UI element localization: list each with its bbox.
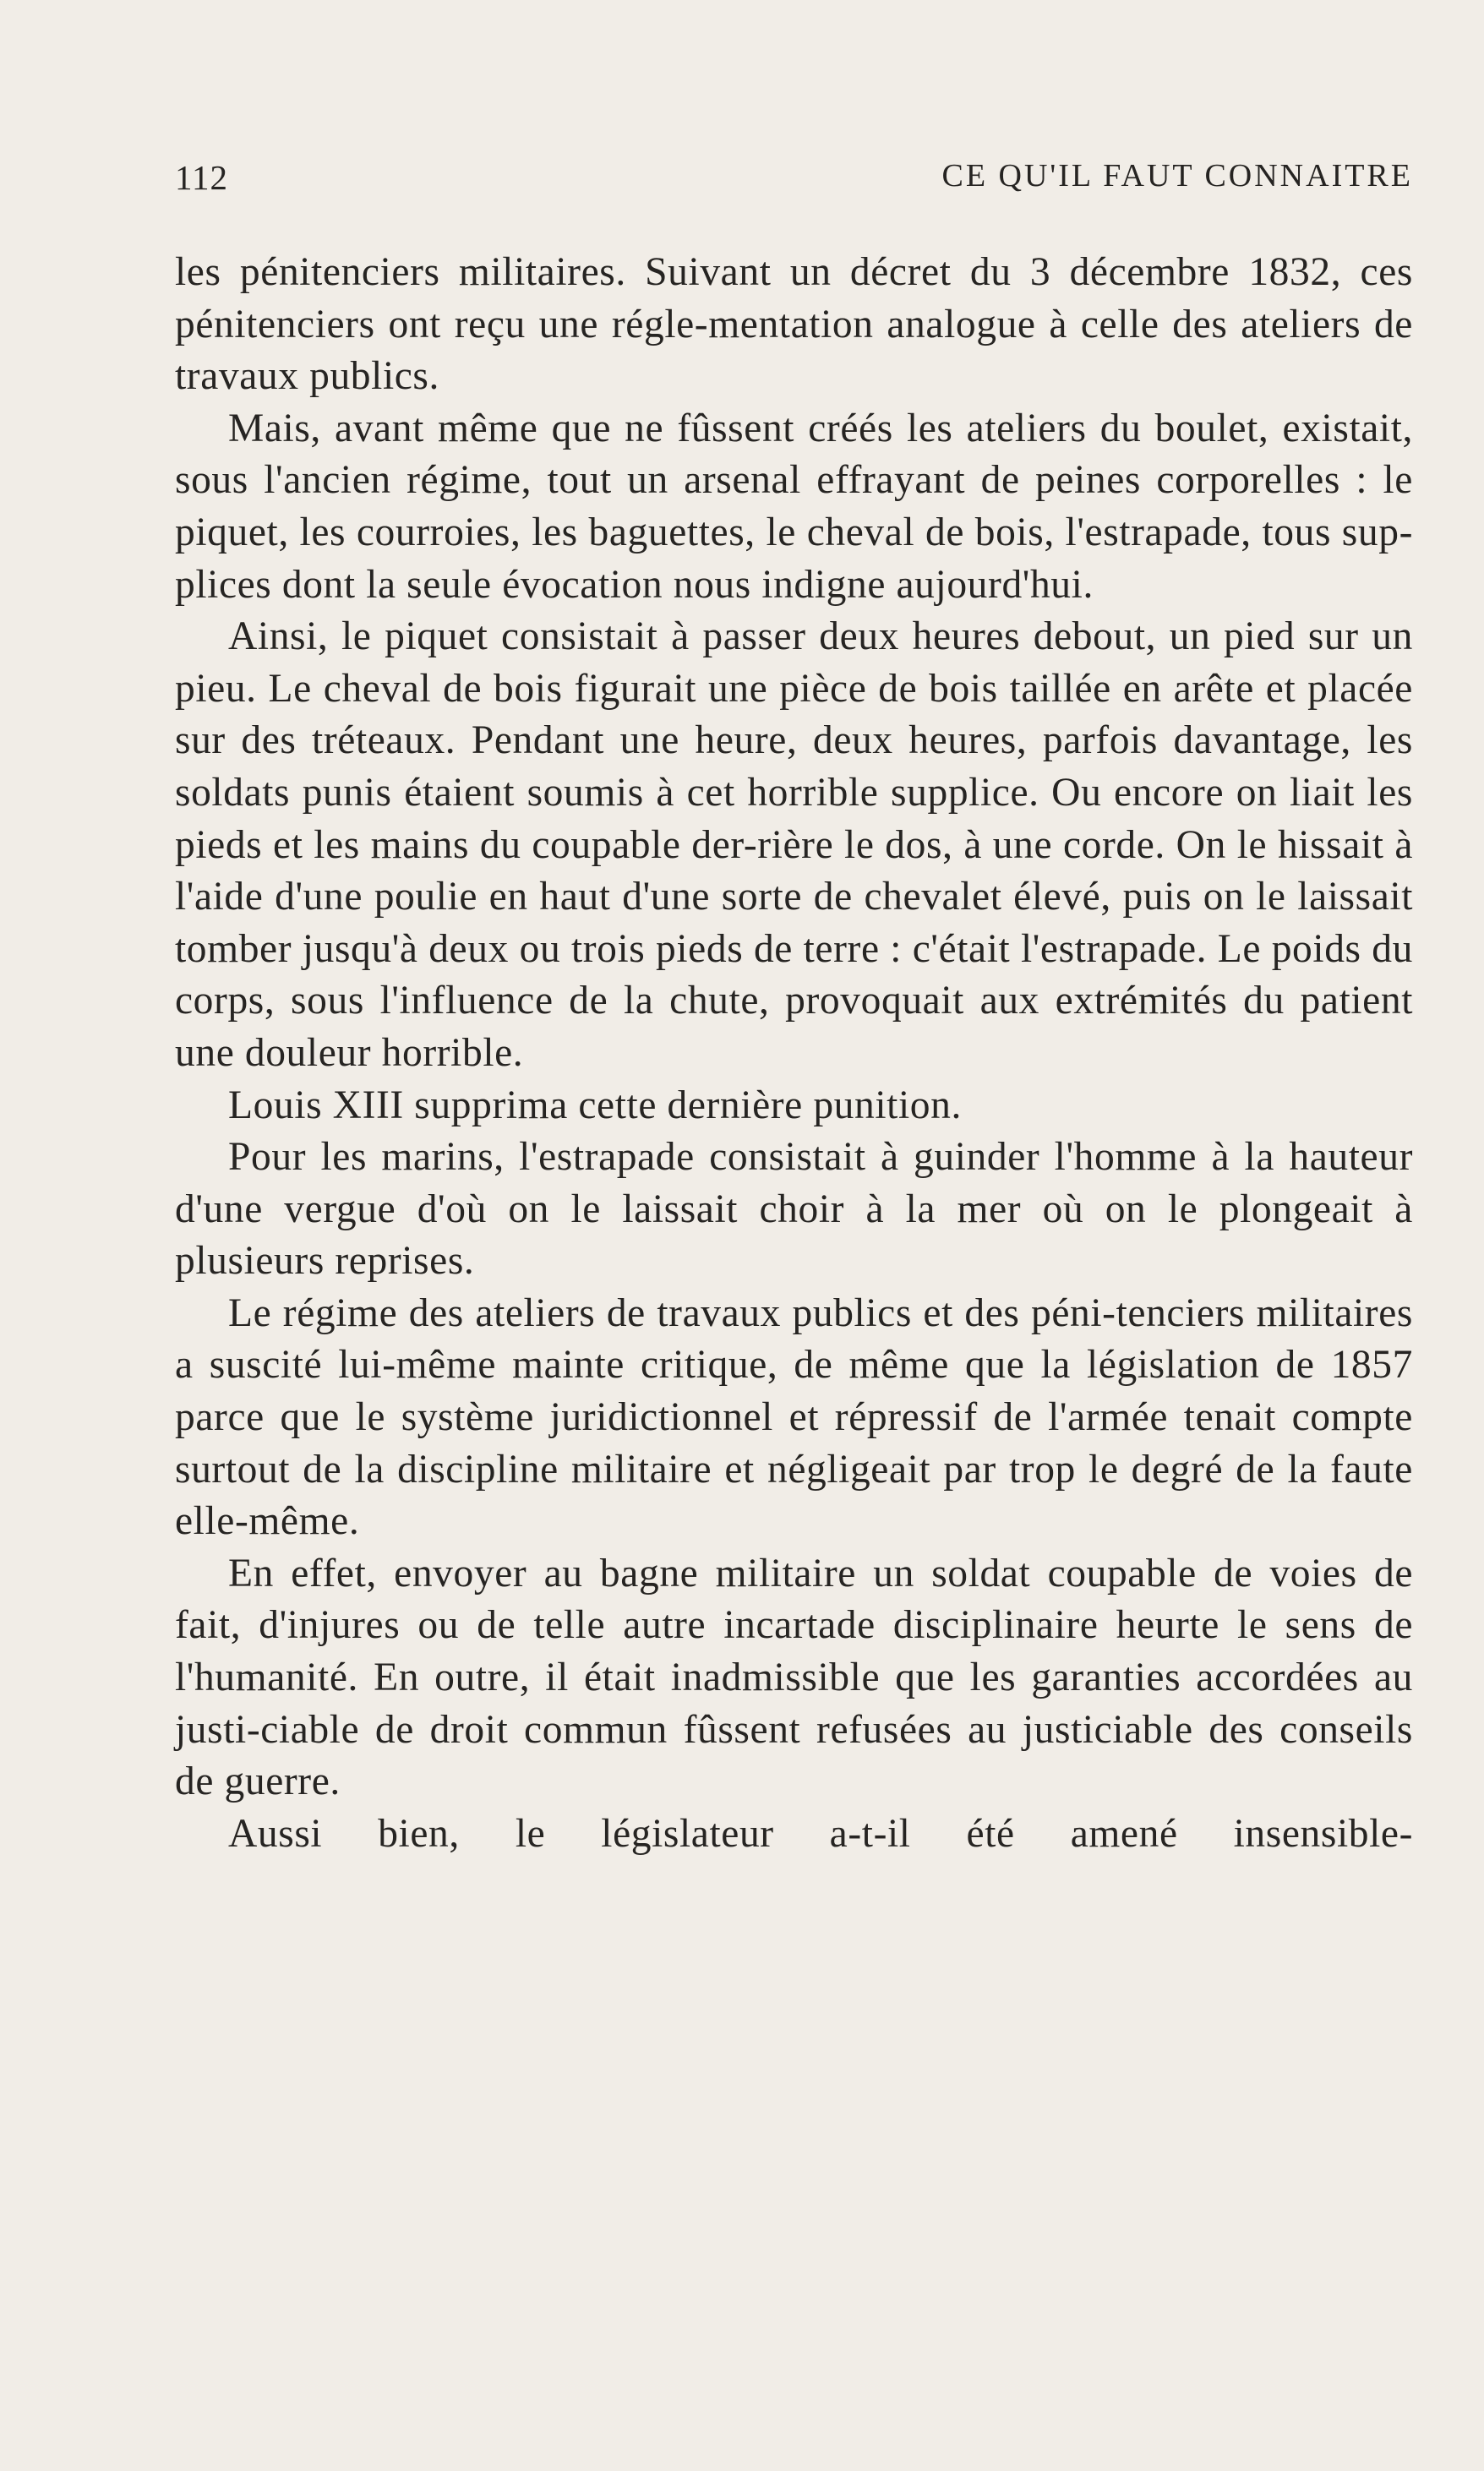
- paragraph: Louis XIII supprima cette dernière punition.: [228, 1083, 962, 1127]
- paragraph: Mais, avant même que ne fûssent créés les ateliers du boulet, existait, sous l'ancien régime, tout un arsenal effrayant de peines corporelles : le piquet, les courroies, les baguettes, le cheval de bois, l'estrapade, tous sup-plices dont la seule évocation nous indigne aujourd'hui.: [175, 406, 1413, 607]
- body-text: [175, 247, 1413, 1860]
- paragraph: Aussi bien, le législateur a-t-il été amené insensible-: [228, 1811, 1413, 1856]
- page-number: 112: [175, 158, 228, 197]
- paragraph: Ainsi, le piquet consistait à passer deux heures debout, un pied sur un pieu. Le cheval de bois figurait une pièce de bois taillée en arête et placée sur des tréteaux. Pendant une heure, deux heures, parfois davantage, les soldats punis étaient soumis à cet horrible supplice. Ou encore on liait les pieds et les mains du coupable der-rière le dos, à une corde. On le hissait à l'aide d'une poulie en haut d'une sorte de chevalet élevé, puis on le laissait tomber jusqu'à deux ou trois pieds de terre : c'était l'estrapade. Le poids du corps, sous l'influence de la chute, provoquait aux extrémités du patient une douleur horrible.: [175, 614, 1413, 1075]
- paragraph: les pénitenciers militaires. Suivant un décret du 3 décembre 1832, ces pénitenciers ont reçu une régle-mentation analogue à celle des ateliers de travaux publics.: [175, 250, 1413, 399]
- running-head: CE QU'IL FAUT CONNAITRE: [941, 158, 1413, 194]
- page-header: [175, 157, 1413, 208]
- paragraph: En effet, envoyer au bagne militaire un soldat coupable de voies de fait, d'injures ou de telle autre incartade disciplinaire heurte le sens de l'humanité. En outre, il était inadmissible que les garanties accordées au justi-ciable de droit commun fûssent refusées au justiciable des conseils de guerre.: [175, 1551, 1413, 1804]
- paragraph: Pour les marins, l'estrapade consistait à guinder l'homme à la hauteur d'une vergue d'où on le laissait choir à la mer où on le plongeait à plusieurs reprises.: [175, 1135, 1413, 1284]
- paragraph: Le régime des ateliers de travaux publics et des péni-tenciers militaires a suscité lui-même mainte critique, de même que la législation de 1857 parce que le système juridictionnel et répressif de l'armée tenait compte surtout de la discipline militaire et négligeait par trop le degré de la faute elle-même.: [175, 1290, 1413, 1544]
